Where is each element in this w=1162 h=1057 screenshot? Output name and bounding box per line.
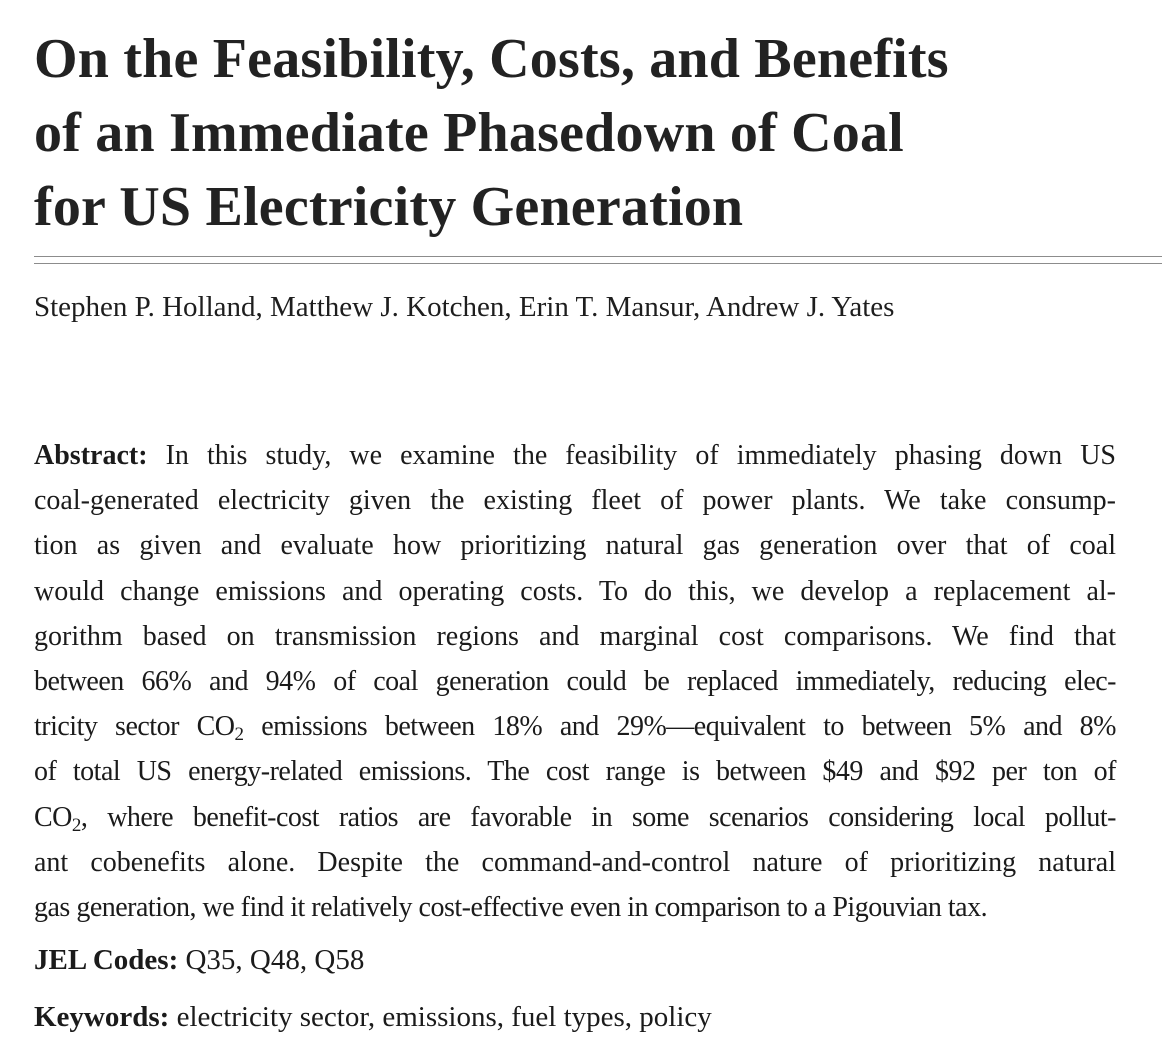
title-divider-top <box>34 256 1162 257</box>
author-list: Stephen P. Holland, Matthew J. Kotchen, Erin T. Mansur, Andrew J. Yates <box>34 291 895 323</box>
subscript: 2 <box>71 814 81 836</box>
keywords <box>34 997 712 1037</box>
abstract-line: would change emissions and operating costs. To do this, we develop a replacement al- <box>34 575 1116 607</box>
jel-codes <box>34 940 364 980</box>
abstract-line <box>34 433 1116 478</box>
abstract-line: between 66% and 94% of coal generation could be replaced immediately, reducing elec- <box>34 666 1116 698</box>
abstract-text: , where benefit-cost ratios are favorable in some scenarios considering local pollut- <box>80 801 1116 833</box>
keywords-label: Keywords: <box>34 1001 170 1033</box>
abstract-line: of total US energy-related emissions. The cost range is between $49 and $92 per ton of <box>34 756 1116 788</box>
subscript: 2 <box>234 723 244 745</box>
abstract-text: CO <box>34 801 72 833</box>
abstract-line: ant cobenefits alone. Despite the command-and-control nature of prioritizing natural <box>34 846 1116 878</box>
abstract <box>34 433 1116 930</box>
abstract-line: tion as given and evaluate how prioritizing natural gas generation over that of coal <box>34 530 1116 562</box>
title-divider-bottom <box>34 263 1162 264</box>
abstract-text: emissions between 18% and 29%—equivalent to between 5% and 8% <box>243 711 1117 743</box>
title-line-3: for US Electricity Generation <box>34 176 744 238</box>
abstract-label: Abstract: <box>34 440 148 471</box>
abstract-line <box>34 795 1116 840</box>
abstract-text: tricity sector CO <box>34 711 235 743</box>
abstract-text: In this study, we examine the feasibility of immediately phasing down US <box>147 440 1116 471</box>
abstract-line: gorithm based on transmission regions and marginal cost comparisons. We find that <box>34 620 1116 652</box>
title-line-1: On the Feasibility, Costs, and Benefits <box>34 28 949 90</box>
title-line-2: of an Immediate Phasedown of Coal <box>34 102 904 164</box>
article-title <box>34 22 1144 244</box>
jel-value: Q35, Q48, Q58 <box>178 944 365 976</box>
abstract-line <box>34 704 1116 749</box>
abstract-line: coal-generated electricity given the existing fleet of power plants. We take consump- <box>34 485 1116 517</box>
jel-label: JEL Codes: <box>34 944 179 976</box>
abstract-line: gas generation, we find it relatively cost-effective even in comparison to a Pigouvian tax. <box>34 892 988 924</box>
keywords-value: electricity sector, emissions, fuel types, policy <box>169 1001 712 1033</box>
